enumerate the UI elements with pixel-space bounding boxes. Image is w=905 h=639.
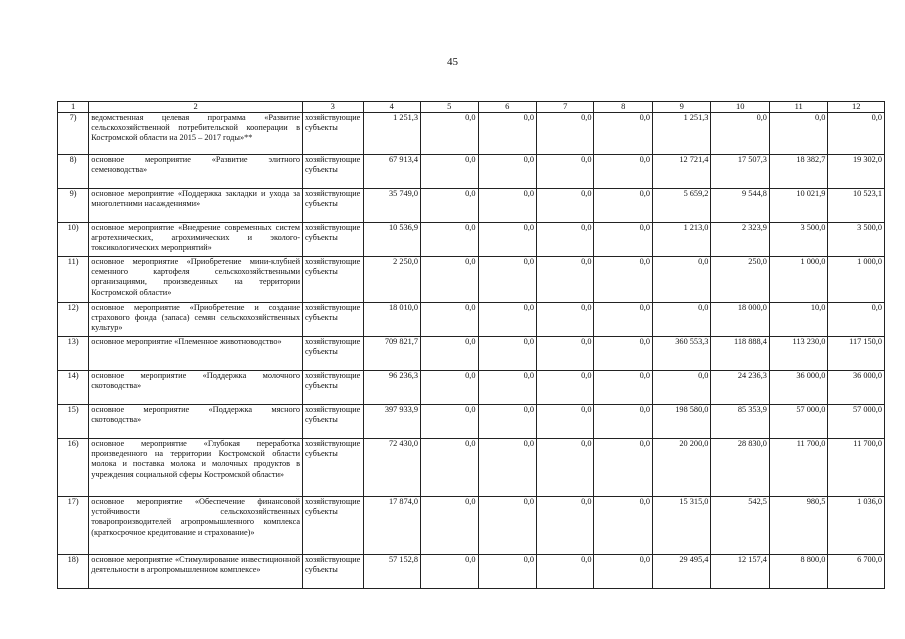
funding-value-cell: 17 507,3 [711, 155, 769, 189]
funding-value-cell: 0,0 [421, 155, 478, 189]
column-header: 10 [711, 102, 769, 113]
funding-value-cell: 19 302,0 [828, 155, 885, 189]
funding-value-cell: 0,0 [421, 405, 478, 439]
funding-value-cell: 1 251,3 [363, 113, 420, 155]
column-header: 9 [652, 102, 710, 113]
funding-value-cell: 0,0 [594, 155, 652, 189]
funding-value-cell: 36 000,0 [769, 371, 827, 405]
funding-value-cell: 11 700,0 [769, 439, 827, 497]
funding-value-cell: 67 913,4 [363, 155, 420, 189]
funding-value-cell: 11 700,0 [828, 439, 885, 497]
row-number: 14) [58, 371, 89, 405]
funding-value-cell: 0,0 [421, 223, 478, 257]
funding-value-cell: 0,0 [421, 303, 478, 337]
column-header: 12 [828, 102, 885, 113]
funding-value-cell: 36 000,0 [828, 371, 885, 405]
table-body [58, 113, 885, 589]
measure-description: основное мероприятие «Развитие элитного семеноводства» [89, 155, 303, 189]
executor-cell: хозяйствующие субъекты [303, 439, 364, 497]
funding-value-cell: 0,0 [537, 223, 594, 257]
funding-value-cell: 0,0 [594, 223, 652, 257]
funding-value-cell: 0,0 [537, 189, 594, 223]
column-header: 8 [594, 102, 652, 113]
funding-value-cell: 0,0 [421, 337, 478, 371]
measure-description: основное мероприятие «Поддержка молочного скотоводства» [89, 371, 303, 405]
column-header: 7 [537, 102, 594, 113]
funding-value-cell: 0,0 [652, 257, 710, 303]
measure-description: ведомственная целевая программа «Развитие сельскохозяйственной потребительской кооперации в Костромской области на 2015 – 2017 годы»** [89, 113, 303, 155]
row-number: 18) [58, 555, 89, 589]
measure-description: основное мероприятие «Приобретение и создание страхового фонда (запаса) семян сельскохозяйственных культур» [89, 303, 303, 337]
funding-value-cell: 2 323,9 [711, 223, 769, 257]
funding-value-cell: 8 800,0 [769, 555, 827, 589]
funding-value-cell: 12 721,4 [652, 155, 710, 189]
table-row [58, 113, 885, 155]
funding-value-cell: 0,0 [537, 371, 594, 405]
funding-value-cell: 118 888,4 [711, 337, 769, 371]
funding-value-cell: 0,0 [478, 405, 536, 439]
table-header-row [58, 102, 885, 113]
funding-value-cell: 0,0 [478, 223, 536, 257]
row-number: 15) [58, 405, 89, 439]
funding-value-cell: 96 236,3 [363, 371, 420, 405]
table-row [58, 257, 885, 303]
funding-value-cell: 1 213,0 [652, 223, 710, 257]
measure-description: основное мероприятие «Поддержка мясного скотоводства» [89, 405, 303, 439]
row-number: 9) [58, 189, 89, 223]
funding-value-cell: 0,0 [594, 257, 652, 303]
funding-value-cell: 0,0 [478, 555, 536, 589]
funding-value-cell: 29 495,4 [652, 555, 710, 589]
funding-value-cell: 0,0 [828, 303, 885, 337]
funding-value-cell: 3 500,0 [769, 223, 827, 257]
funding-value-cell: 113 230,0 [769, 337, 827, 371]
funding-value-cell: 117 150,0 [828, 337, 885, 371]
funding-value-cell: 28 830,0 [711, 439, 769, 497]
funding-value-cell: 35 749,0 [363, 189, 420, 223]
table-row [58, 439, 885, 497]
program-table [57, 101, 885, 589]
funding-value-cell: 12 157,4 [711, 555, 769, 589]
funding-value-cell: 10,0 [769, 303, 827, 337]
executor-cell: хозяйствующие субъекты [303, 155, 364, 189]
funding-value-cell: 0,0 [594, 113, 652, 155]
row-number: 8) [58, 155, 89, 189]
funding-value-cell: 57 000,0 [769, 405, 827, 439]
funding-value-cell: 5 659,2 [652, 189, 710, 223]
row-number: 16) [58, 439, 89, 497]
column-header: 1 [58, 102, 89, 113]
measure-description: основное мероприятие «Глубокая переработка произведенного на территории Костромской области молока и поставка молока и молочных продуктов в учреждения социальной сферы Костромской области» [89, 439, 303, 497]
funding-value-cell: 10 021,9 [769, 189, 827, 223]
funding-value-cell: 57 152,8 [363, 555, 420, 589]
funding-value-cell: 18 000,0 [711, 303, 769, 337]
funding-value-cell: 72 430,0 [363, 439, 420, 497]
executor-cell: хозяйствующие субъекты [303, 555, 364, 589]
funding-value-cell: 85 353,9 [711, 405, 769, 439]
funding-value-cell: 0,0 [421, 555, 478, 589]
funding-value-cell: 1 251,3 [652, 113, 710, 155]
funding-value-cell: 0,0 [594, 371, 652, 405]
funding-value-cell: 0,0 [537, 555, 594, 589]
measure-description: основное мероприятие «Обеспечение финансовой устойчивости сельскохозяйственных товаропроизводителей агропромышленного комплекса (краткосрочное кредитование и страхование)» [89, 497, 303, 555]
funding-value-cell: 10 536,9 [363, 223, 420, 257]
funding-value-cell: 0,0 [594, 497, 652, 555]
executor-cell: хозяйствующие субъекты [303, 223, 364, 257]
funding-value-cell: 0,0 [537, 113, 594, 155]
column-header: 6 [478, 102, 536, 113]
funding-value-cell: 0,0 [478, 337, 536, 371]
funding-value-cell: 0,0 [537, 405, 594, 439]
funding-value-cell: 0,0 [594, 555, 652, 589]
funding-value-cell: 0,0 [421, 371, 478, 405]
funding-value-cell: 0,0 [421, 497, 478, 555]
funding-value-cell: 3 500,0 [828, 223, 885, 257]
funding-value-cell: 0,0 [478, 303, 536, 337]
funding-value-cell: 709 821,7 [363, 337, 420, 371]
table-row [58, 189, 885, 223]
funding-value-cell: 0,0 [478, 257, 536, 303]
table-row [58, 405, 885, 439]
funding-value-cell: 0,0 [537, 439, 594, 497]
executor-cell: хозяйствующие субъекты [303, 337, 364, 371]
funding-value-cell: 0,0 [537, 337, 594, 371]
column-header: 4 [363, 102, 420, 113]
funding-value-cell: 0,0 [478, 439, 536, 497]
row-number: 13) [58, 337, 89, 371]
table-header [58, 102, 885, 113]
funding-value-cell: 10 523,1 [828, 189, 885, 223]
funding-value-cell: 0,0 [828, 113, 885, 155]
executor-cell: хозяйствующие субъекты [303, 405, 364, 439]
page-number: 45 [447, 56, 458, 68]
executor-cell: хозяйствующие субъекты [303, 303, 364, 337]
funding-value-cell: 0,0 [537, 497, 594, 555]
funding-value-cell: 0,0 [421, 439, 478, 497]
funding-value-cell: 0,0 [478, 371, 536, 405]
funding-value-cell: 18 010,0 [363, 303, 420, 337]
measure-description: основное мероприятие «Внедрение современных систем агротехнических, агрохимических и эколого-токсикологических мероприятий» [89, 223, 303, 257]
funding-value-cell: 24 236,3 [711, 371, 769, 405]
funding-value-cell: 0,0 [478, 113, 536, 155]
funding-value-cell: 0,0 [652, 303, 710, 337]
table-row [58, 497, 885, 555]
measure-description: основное мероприятие «Поддержка закладки и ухода за многолетними насаждениями» [89, 189, 303, 223]
funding-value-cell: 0,0 [537, 257, 594, 303]
table-row [58, 337, 885, 371]
row-number: 7) [58, 113, 89, 155]
funding-value-cell: 0,0 [421, 257, 478, 303]
funding-value-cell: 0,0 [652, 371, 710, 405]
funding-value-cell: 0,0 [478, 155, 536, 189]
funding-value-cell: 0,0 [421, 113, 478, 155]
executor-cell: хозяйствующие субъекты [303, 189, 364, 223]
funding-value-cell: 250,0 [711, 257, 769, 303]
funding-value-cell: 0,0 [478, 189, 536, 223]
executor-cell: хозяйствующие субъекты [303, 113, 364, 155]
funding-value-cell: 0,0 [711, 113, 769, 155]
funding-value-cell: 0,0 [537, 303, 594, 337]
funding-value-cell: 0,0 [594, 405, 652, 439]
table-row [58, 303, 885, 337]
funding-value-cell: 1 000,0 [769, 257, 827, 303]
funding-value-cell: 980,5 [769, 497, 827, 555]
table-row [58, 223, 885, 257]
funding-value-cell: 6 700,0 [828, 555, 885, 589]
funding-value-cell: 0,0 [594, 439, 652, 497]
table-row [58, 371, 885, 405]
row-number: 17) [58, 497, 89, 555]
measure-description: основное мероприятие «Стимулирование инвестиционной деятельности в агропромышленном комплексе» [89, 555, 303, 589]
funding-value-cell: 0,0 [594, 337, 652, 371]
funding-value-cell: 17 874,0 [363, 497, 420, 555]
funding-value-cell: 360 553,3 [652, 337, 710, 371]
funding-value-cell: 9 544,8 [711, 189, 769, 223]
row-number: 10) [58, 223, 89, 257]
funding-value-cell: 1 036,0 [828, 497, 885, 555]
funding-value-cell: 0,0 [421, 189, 478, 223]
funding-value-cell: 57 000,0 [828, 405, 885, 439]
funding-value-cell: 542,5 [711, 497, 769, 555]
executor-cell: хозяйствующие субъекты [303, 371, 364, 405]
row-number: 12) [58, 303, 89, 337]
funding-value-cell: 0,0 [537, 155, 594, 189]
funding-value-cell: 2 250,0 [363, 257, 420, 303]
funding-value-cell: 397 933,9 [363, 405, 420, 439]
column-header: 5 [421, 102, 478, 113]
funding-value-cell: 0,0 [594, 303, 652, 337]
funding-value-cell: 0,0 [769, 113, 827, 155]
executor-cell: хозяйствующие субъекты [303, 257, 364, 303]
column-header: 3 [303, 102, 364, 113]
column-header: 11 [769, 102, 827, 113]
column-header: 2 [89, 102, 303, 113]
funding-value-cell: 198 580,0 [652, 405, 710, 439]
funding-value-cell: 1 000,0 [828, 257, 885, 303]
funding-value-cell: 0,0 [478, 497, 536, 555]
measure-description: основное мероприятие «Племенное животноводство» [89, 337, 303, 371]
executor-cell: хозяйствующие субъекты [303, 497, 364, 555]
table-row [58, 555, 885, 589]
row-number: 11) [58, 257, 89, 303]
funding-value-cell: 15 315,0 [652, 497, 710, 555]
measure-description: основное мероприятие «Приобретение мини-клубней семенного картофеля сельскохозяйственными организациями, произведенных на территории Костромской области» [89, 257, 303, 303]
funding-value-cell: 0,0 [594, 189, 652, 223]
table-row [58, 155, 885, 189]
funding-value-cell: 20 200,0 [652, 439, 710, 497]
funding-value-cell: 18 382,7 [769, 155, 827, 189]
